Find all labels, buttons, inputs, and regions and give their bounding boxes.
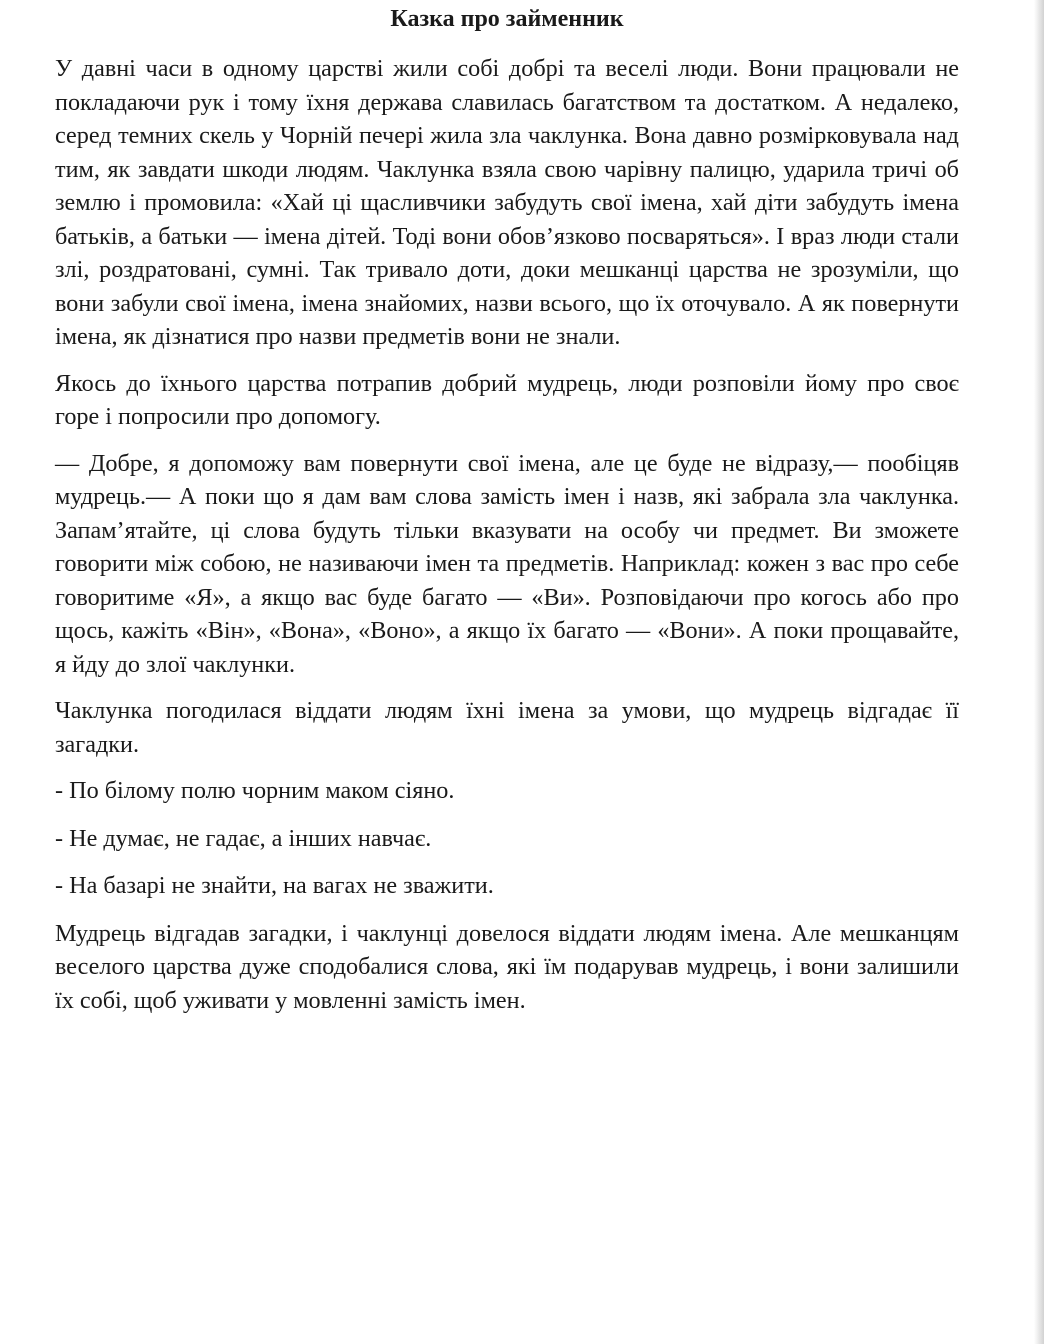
riddle-2: - Не думає, не гадає, а інших навчає. [55,824,432,852]
riddle-1: - По білому полю чорним маком сіяно. [55,777,455,804]
document-title: Казка про займенник [390,6,624,32]
paragraph-sage-arrives: Якось до їхнього царства потрапив добрий мудрець, люди розповіли йому про своє горе і попросили про допомогу. [55,369,959,430]
paragraph-sage-speech: — Добре, я допоможу вам повернути свої імена, але це буде не відразу,— пообіцяв мудрець.— А поки що я дам вам слова замість імен і назв, які забрала зла чаклунка. Запам’ятайте, ці слова будуть тільки вказувати на особу чи предмет. Ви зможете говорити між собою, не називаючи імен та предметів. Наприклад: кожен з вас про себе говоритиме «Я», а якщо вас буде багато — «Ви». Розповідаючи про когось або про щось, кажіть «Він», «Вона», «Воно», а якщо їх багато — «Вони». А поки прощавайте, я йду до злої чаклунки. [55,449,959,678]
paragraph-riddles-condition: Чаклунка погодилася віддати людям їхні імена за умови, що мудрець відгадає її загадки. [55,697,959,758]
paragraph-intro: У давні часи в одному царстві жили собі добрі та веселі люди. Вони працювали не покладаючи рук і тому їхня держава славилась багатством та достатком. А недалеко, серед темних скель у Чорній печері жила зла чаклунка. Вона давно розмірковувала над тим, як завдати шкоди людям. Чаклунка взяла свою чарівну палицю, ударила тричі об землю і промовила: «Хай ці щасливчики забудуть свої імена, хай діти забудуть імена батьків, а батьки — імена дітей. Тоді вони обов’язково посваряться». І враз люди стали злі, роздратовані, сумні. Так тривало доти, доки мешканці царства не зрозуміли, що вони забули свої імена, імена знайомих, назви всього, що їх оточувало. А як повернути імена, як дізнатися про назви предметів вони не знали. [55,55,959,350]
riddle-3: - На базарі не знайти, на вагах не зважити. [55,872,494,899]
paragraph-ending: Мудрець відгадав загадки, і чаклунці довелося віддати людям імена. Але мешканцям веселого царства дуже сподобалися слова, які їм подарував мудрець, і вони залишили їх собі, щоб уживати у мовленні замість імен. [55,919,959,1014]
page-edge-shadow [1034,0,1044,1344]
document-body [55,52,959,1030]
